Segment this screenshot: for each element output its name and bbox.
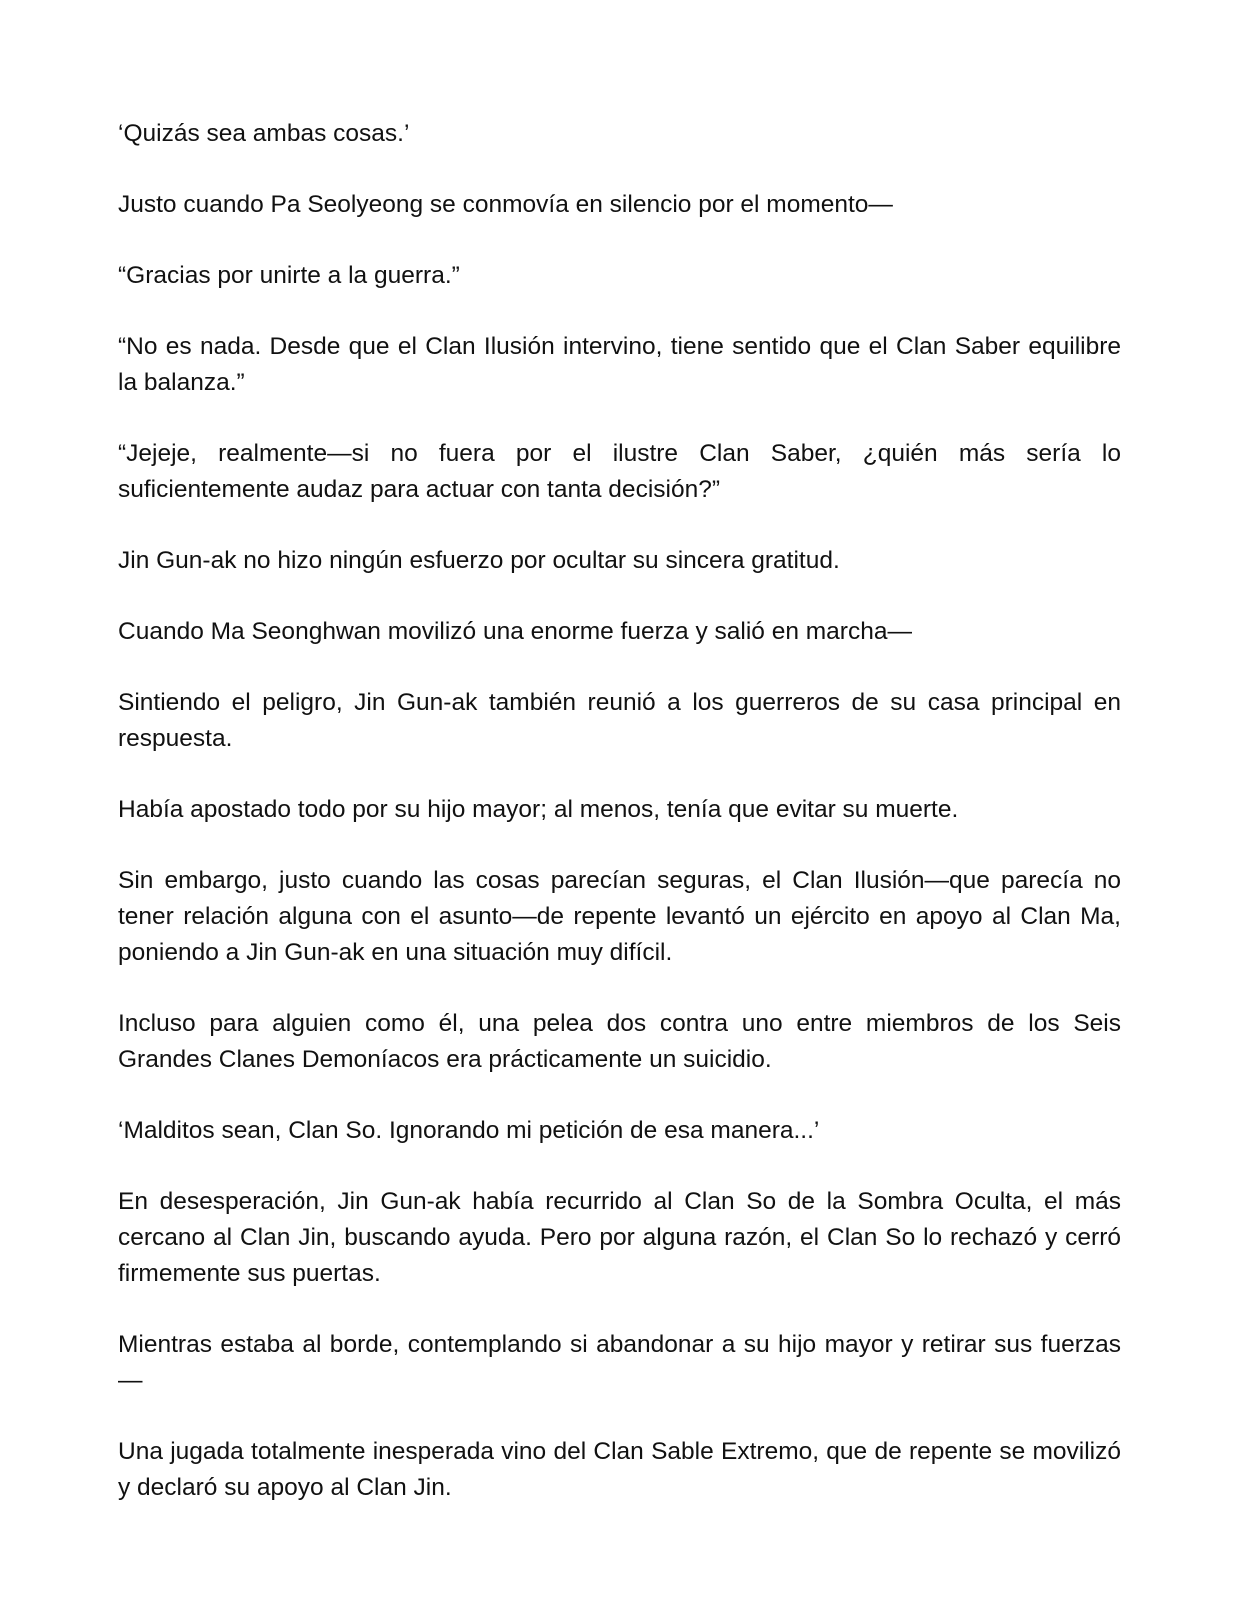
paragraph: ‘Quizás sea ambas cosas.’ <box>118 120 410 147</box>
document-body <box>118 116 1121 1541</box>
paragraph: ‘Malditos sean, Clan So. Ignorando mi petición de esa manera...’ <box>118 1117 820 1144</box>
paragraph: Justo cuando Pa Seolyeong se conmovía en silencio por el momento— <box>118 191 893 218</box>
paragraph: En desesperación, Jin Gun-ak había recurrido al Clan So de la Sombra Oculta, el más cercano al Clan Jin, buscando ayuda. Pero por alguna razón, el Clan So lo rechazó y cerró firmemente sus puertas. <box>118 1188 1121 1287</box>
paragraph: Sin embargo, justo cuando las cosas parecían seguras, el Clan Ilusión—que parecía no tener relación alguna con el asunto—de repente levantó un ejército en apoyo al Clan Ma, poniendo a Jin Gun-ak en una situación muy difícil. <box>118 867 1121 966</box>
paragraph: “No es nada. Desde que el Clan Ilusión intervino, tiene sentido que el Clan Saber equilibre la balanza.” <box>118 333 1121 396</box>
paragraph: Jin Gun-ak no hizo ningún esfuerzo por ocultar su sincera gratitud. <box>118 547 840 574</box>
paragraph: Incluso para alguien como él, una pelea dos contra uno entre miembros de los Seis Grandes Clanes Demoníacos era prácticamente un suicidio. <box>118 1010 1121 1073</box>
paragraph: “Gracias por unirte a la guerra.” <box>118 262 460 289</box>
paragraph: Una jugada totalmente inesperada vino del Clan Sable Extremo, que de repente se movilizó y declaró su apoyo al Clan Jin. <box>118 1438 1121 1501</box>
paragraph: Había apostado todo por su hijo mayor; al menos, tenía que evitar su muerte. <box>118 796 959 823</box>
paragraph: “Jejeje, realmente—si no fuera por el ilustre Clan Saber, ¿quién más sería lo suficientemente audaz para actuar con tanta decisión?” <box>118 440 1121 503</box>
paragraph: Sintiendo el peligro, Jin Gun-ak también reunió a los guerreros de su casa principal en respuesta. <box>118 689 1121 752</box>
paragraph: Mientras estaba al borde, contemplando si abandonar a su hijo mayor y retirar sus fuerzas— <box>118 1331 1121 1394</box>
paragraph: Cuando Ma Seonghwan movilizó una enorme fuerza y salió en marcha— <box>118 618 912 645</box>
